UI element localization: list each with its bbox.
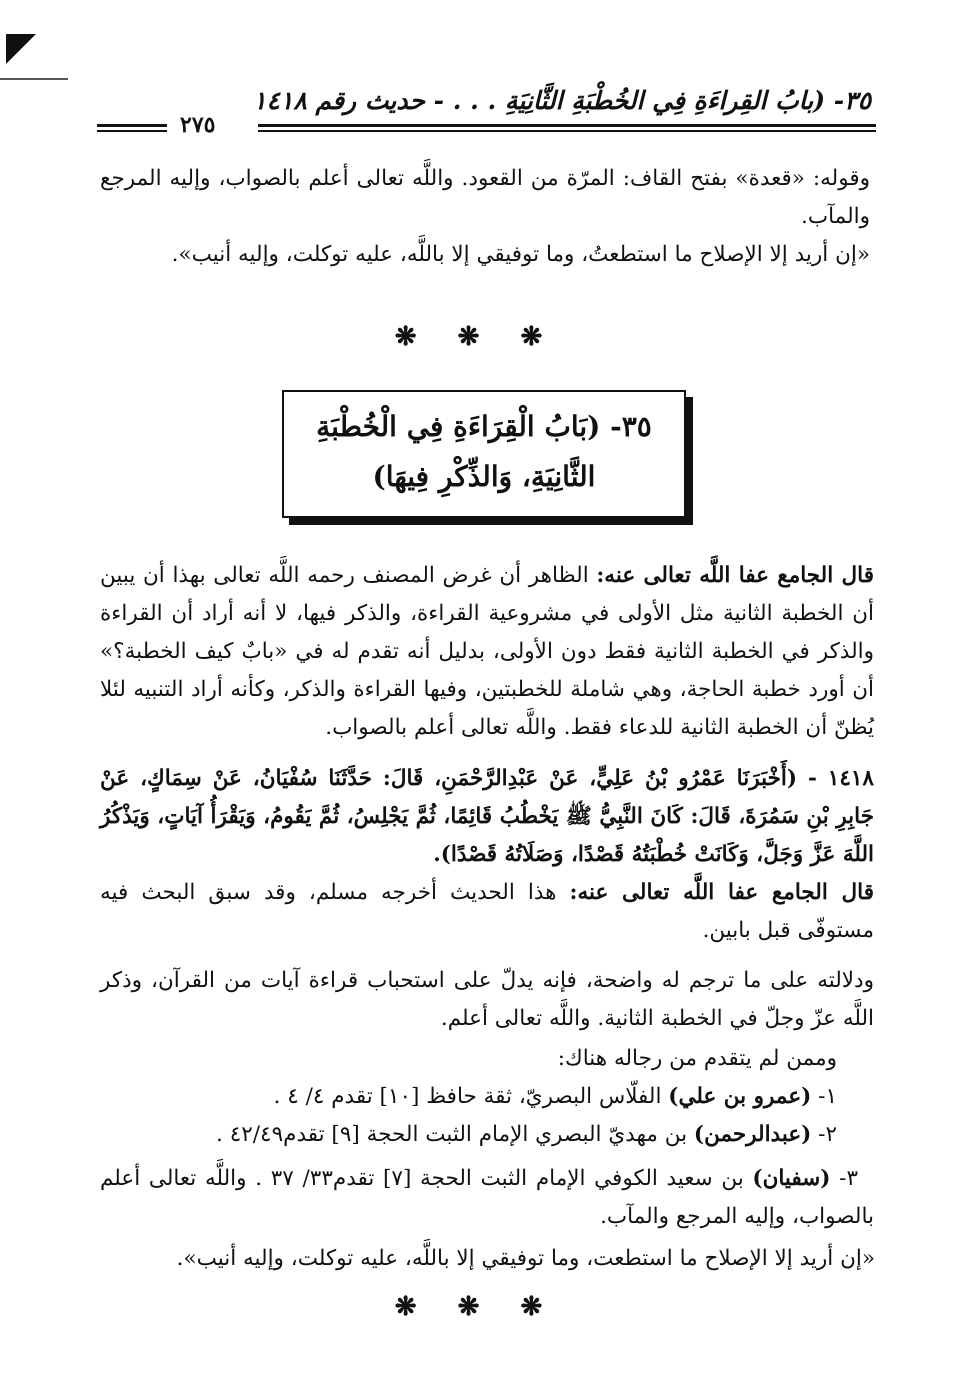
commentary-lead: قال الجامع عفا اللَّه تعالى عنه: <box>569 880 874 905</box>
narrator-name: (سفيان) <box>752 1166 831 1191</box>
closing-supplication: «إن أريد إلا الإصلاح ما استطعت، وما توفيقي إلا باللَّه، عليه توكلت، وإليه أنيب». <box>176 1246 875 1271</box>
header-rule <box>97 130 167 132</box>
commentary-paragraph-2 <box>100 874 874 950</box>
page-number: ٢٧٥ <box>180 112 216 138</box>
narrator-name: (عمرو بن علي) <box>668 1084 812 1109</box>
narrator-item <box>100 1160 874 1236</box>
narrators-intro: وممن لم يتقدم من رجاله هناك: <box>557 1046 837 1071</box>
chapter-title-box <box>282 390 686 518</box>
chapter-title-line-1: ٣٥- (بَابُ الْقِرَاءَةِ فِي الْخُطْبَةِ <box>316 410 652 443</box>
intro-paragraph-1: وقوله: «قعدة» بفتح القاف: المرّة من القعود. واللَّه تعالى أعلم بالصواب، وإليه المرجع والمآب. <box>100 166 870 229</box>
narrator-number: ٢- <box>818 1122 837 1147</box>
separator-stars-bottom: ❋ ❋ ❋ <box>394 1292 559 1322</box>
hadith-number: ١٤١٨ - <box>807 766 874 791</box>
header-rule <box>258 130 876 132</box>
narrator-details: بن مهديّ البصري الإمام الثبت الحجة [٩] تقدم٤٢/٤٩ . <box>216 1122 688 1147</box>
narrator-number: ١- <box>818 1084 837 1109</box>
narrator-details: بن سعيد الكوفي الإمام الثبت الحجة [٧] تقدم٣٣/ ٣٧ . واللَّه تعالى أعلم بالصواب، وإليه المرجع والمآب. <box>100 1166 874 1229</box>
commentary-text: الظاهر أن غرض المصنف رحمه اللَّه تعالى بهذا أن يبين أن الخطبة الثانية مثل الأولى في مشروعية القراءة، والذكر فيها، لا أنه أراد أن القراءة والذكر في الخطبة الثانية فقط دون الأولى، بدليل أنه تقدم له في «بابٌ كيف الخطبة؟» أن أورد خطبة الحاجة، وهي شاملة للخطبتين، وفيها القراءة والذكر، وكأنه أراد التنبيه لئلا يُظنّ أن الخطبة الثانية للدعاء فقط. واللَّه تعالى أعلم بالصواب. <box>100 563 874 740</box>
narrator-details: الفلّاس البصريّ، ثقة حافظ [١٠] تقدم ٤/ ٤ . <box>273 1084 662 1109</box>
commentary-paragraph-1 <box>100 557 874 747</box>
header-rule <box>258 124 876 127</box>
intro-paragraph-2: «إن أريد إلا الإصلاح ما استطعتُ، وما توفيقي إلا باللَّه، عليه توكلت، وإليه أنيب». <box>171 242 870 267</box>
hadith-text: (أَخْبَرَنَا عَمْرُو بْنُ عَلِيٍّ، عَنْ عَبْدِالرَّحْمَنِ، قَالَ: حَدَّثَنَا سُفْيَانُ، عَنْ سِمَاكٍ، عَنْ جَابِرِ بْنِ سَمُرَةَ، قَالَ: كَانَ النَّبِيُّ ﷺ يَخْطُبُ قَائِمًا، ثُمَّ يَجْلِسُ، ثُمَّ يَقُومُ، وَيَقْرَأُ آيَاتٍ، وَيَذْكُرُ اللَّهَ عَزَّ وَجَلَّ، وَكَانَتْ خُطْبَتُهُ قَصْدًا، وَصَلَاتُهُ قَصْدًا). <box>100 766 874 867</box>
top-left-rule <box>0 78 68 80</box>
commentary-text: هذا الحديث أخرجه مسلم، وقد سبق البحث فيه مستوفّى قبل بابين. <box>100 880 874 943</box>
running-header-title: ٣٥- (بابُ القِراءَةِ فِي الخُطْبَةِ الثَّانِيَةِ . . . - حديث رقم ١٤١٨ <box>253 86 871 115</box>
narrator-number: ٣- <box>839 1166 858 1191</box>
narrator-item <box>274 1084 837 1109</box>
separator-stars-top: ❋ ❋ ❋ <box>394 322 559 352</box>
corner-mark <box>6 34 36 64</box>
hadith-paragraph <box>100 760 874 874</box>
chapter-title-line-2: الثَّانِيَةِ، وَالذِّكْرِ فِيهَا) <box>372 460 596 493</box>
commentary-lead: قال الجامع عفا اللَّه تعالى عنه: <box>596 563 874 588</box>
header-rule <box>97 124 167 127</box>
narrator-name: (عبدالرحمن) <box>693 1122 812 1147</box>
commentary-paragraph-3: ودلالته على ما ترجم له واضحة، فإنه يدلّ على استحباب قراءة آيات من القرآن، وذكر اللَّه عزّ وجلّ في الخطبة الثانية. واللَّه تعالى أعلم. <box>100 968 874 1031</box>
narrator-item <box>216 1122 837 1147</box>
